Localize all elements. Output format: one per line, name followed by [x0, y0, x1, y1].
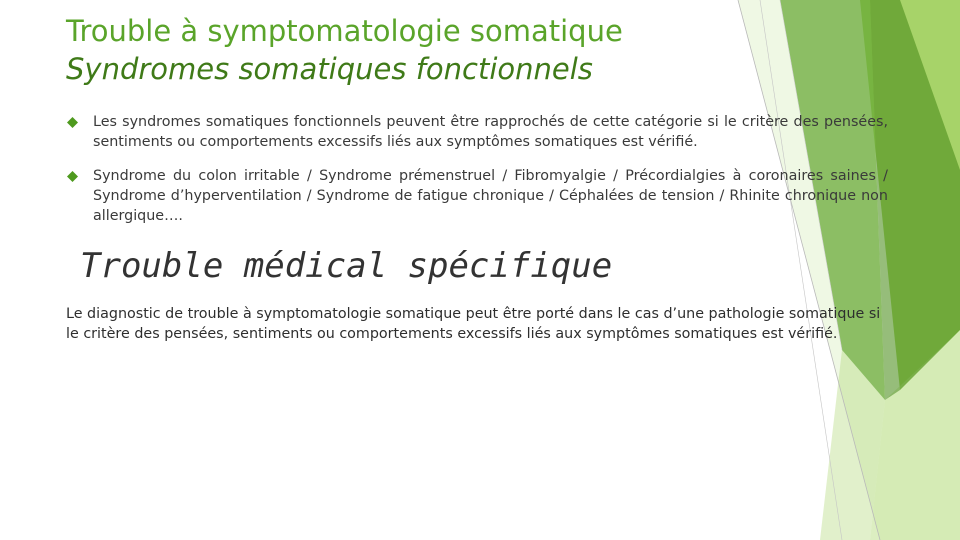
body-paragraph: Le diagnostic de trouble à symptomatologie somatique peut être porté dans le cas d’une pathologie somatique si le critère des pensées, sentiments ou comportements excessifs liés aux symptômes somatiques est vérifié. — [66, 306, 881, 342]
section-subtitle: Trouble médical spécifique — [80, 246, 613, 286]
bullet-text: Syndrome du colon irritable / Syndrome prémenstruel / Fibromyalgie / Précordialgies à coronaires saines / Syndrome d’hyperventilation / Syndrome de fatigue chronique / Céphalées de tension / Rhinite chronique non allergique…. — [93, 168, 888, 224]
title-line-1: Trouble à symptomatologie somatique — [66, 14, 623, 48]
title-line-2: Syndromes somatiques fonctionnels — [66, 52, 593, 86]
slide-title — [66, 12, 623, 88]
diamond-bullet-icon — [67, 171, 78, 182]
bullet-text: Les syndromes somatiques fonctionnels peuvent être rapprochés de cette catégorie si le critère des pensées, sentiments ou comportements excessifs liés aux symptômes somatiques est vérifié. — [93, 114, 888, 150]
bullet-item — [66, 112, 888, 152]
diamond-bullet-icon — [67, 117, 78, 128]
bullet-list — [66, 112, 888, 240]
bullet-item — [66, 166, 888, 226]
